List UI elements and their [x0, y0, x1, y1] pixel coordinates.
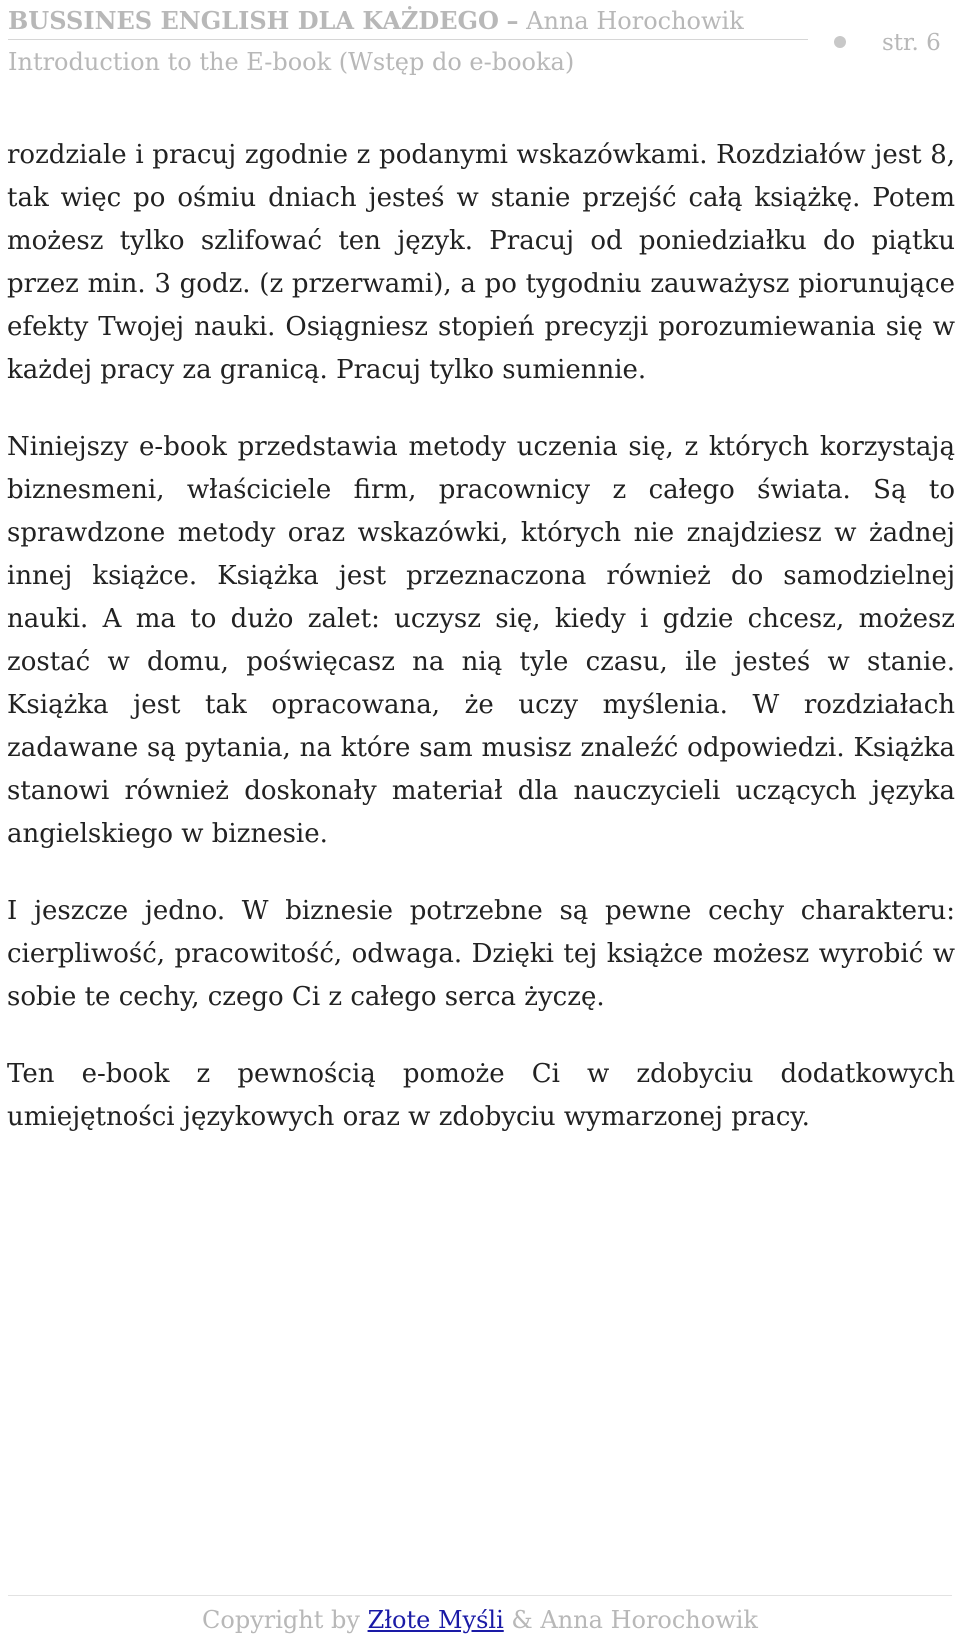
- body-text: [7, 134, 955, 1173]
- footer-divider: [8, 1595, 952, 1596]
- publisher-link[interactable]: Złote Myśli: [367, 1606, 504, 1634]
- page-header: [8, 2, 952, 82]
- paragraph-4: Ten e-book z pewnością pomoże Ci w zdobyciu dodatkowych umiejętności językowych oraz w zdobyciu wymarzonej pracy.: [7, 1059, 955, 1132]
- header-author: Anna Horochowik: [526, 7, 744, 35]
- chapter-title: Introduction to the E-book (Wstęp do e-booka): [8, 48, 575, 76]
- paragraph-3: I jeszcze jedno. W biznesie potrzebne są pewne cechy charakteru: cierpliwość, pracowitość, odwaga. Dzięki tej książce możesz wyrobić w sobie te cechy, czego Ci z całego serca życzę.: [7, 896, 955, 1012]
- book-title: BUSSINES ENGLISH DLA KAŻDEGO: [8, 6, 499, 35]
- page-number: str. 6: [882, 30, 941, 56]
- header-title-line: [8, 6, 744, 35]
- paragraph-1: rozdziale i pracuj zgodnie z podanymi wskazówkami. Rozdziałów jest 8, tak więc po ośmiu dniach jesteś w stanie przejść całą książkę. Potem możesz tylko szlifować ten język. Pracuj od poniedziałku do piątku przez min. 3 godz. (z przerwami), a po tygodniu zauważysz piorunujące efekty Twojej nauki. Osiągniesz stopień precyzji porozumiewania się w każdej pracy za granicą. Pracuj tylko sumiennie.: [7, 140, 955, 385]
- bullet-dot-icon: [834, 36, 846, 48]
- header-dash: –: [506, 6, 519, 35]
- header-divider: [8, 39, 808, 40]
- page-footer: [0, 1606, 960, 1634]
- paragraph-2: Niniejszy e-book przedstawia metody uczenia się, z których korzystają biznesmeni, właściciele firm, pracownicy z całego świata. Są to sprawdzone metody oraz wskazówki, których nie znajdziesz w żadnej innej książce. Książka jest przeznaczona również do samodzielnej nauki. A ma to dużo zalet: uczysz się, kiedy i gdzie chcesz, możesz zostać w domu, poświęcasz na nią tyle czasu, ile jesteś w stanie. Książka jest tak opracowana, że uczy myślenia. W rozdziałach zadawane są pytania, na które sam musisz znaleźć odpowiedzi. Książka stanowi również doskonały materiał dla nauczycieli uczących języka angielskiego w biznesie.: [7, 432, 955, 849]
- footer-author: & Anna Horochowik: [511, 1606, 758, 1634]
- footer-copyright-prefix: Copyright by: [202, 1606, 360, 1634]
